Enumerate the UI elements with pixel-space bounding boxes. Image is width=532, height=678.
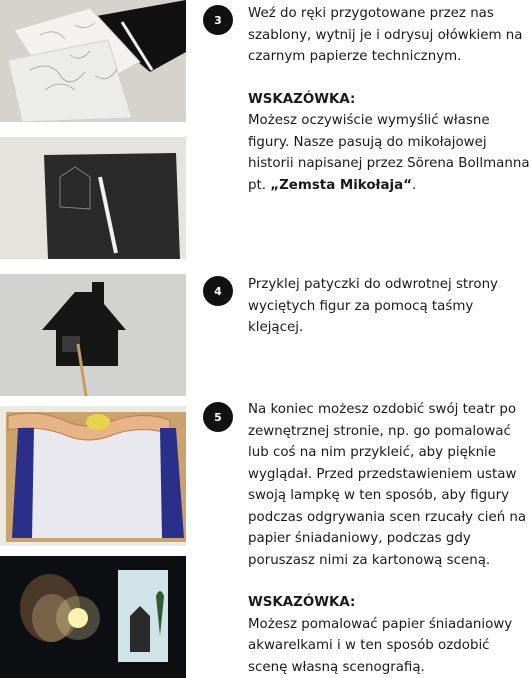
photo-performance	[0, 556, 186, 678]
photo-theatre	[0, 406, 186, 546]
step-5-badge	[203, 402, 233, 432]
photo-house-figure	[0, 274, 186, 396]
step-number: 4	[214, 284, 222, 298]
step-3-hint-body: Możesz oczywiście wymyślić własne figury. Nasze pasują do mikołajowej historii napisanej przez Sörena Bollmanna pt.	[248, 113, 530, 193]
step-3-hint-text	[248, 110, 532, 196]
step-3-block	[248, 3, 532, 196]
step-4-badge	[203, 276, 233, 306]
step-3-text: Weź do ręki przygotowane przez nas szablony, wytnij je i odrysuj ołówkiem na czarnym papierze technicznym.	[248, 6, 523, 64]
step-5-block	[248, 399, 532, 678]
photo-templates	[0, 0, 186, 122]
step-number: 3	[214, 13, 222, 27]
step-5-hint-label: WSKAZÓWKA:	[248, 595, 356, 610]
step-5-hint-text: Możesz pomalować papier śniadaniowy akwarelkami i w ten sposób ozdobić scenę własną scenografią.	[248, 616, 513, 675]
photo-tracing	[0, 137, 186, 259]
hint-period: .	[412, 177, 417, 193]
step-4-text: Przyklej patyczki do odwrotnej strony wyciętych figur za pomocą taśmy klejącej.	[248, 277, 498, 335]
step-4-block	[248, 274, 532, 339]
step-number: 5	[214, 410, 222, 424]
step-5-text: Na koniec możesz ozdobić swój teatr po zewnętrznej stronie, np. go pomalować lub coś na nim przykleić, aby pięknie wyglądał. Przed przedstawieniem ustaw swoją lampkę w ten sposób, aby figury podczas odgrywania scen rzucały cień na papier śniadaniowy, podczas gdy poruszasz nimi za kartonową sceną.	[248, 402, 527, 568]
step-3-hint-label: WSKAZÓWKA:	[248, 91, 356, 107]
story-title: „Zemsta Mikołaja“	[270, 177, 412, 193]
step-3-badge	[203, 5, 233, 35]
